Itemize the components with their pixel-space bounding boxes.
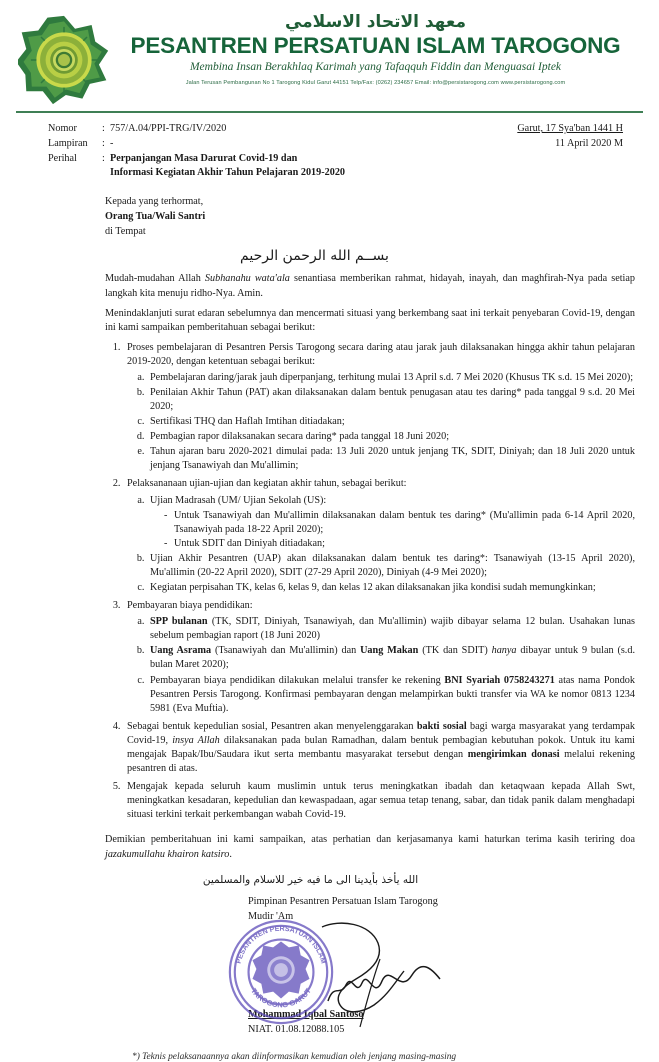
item3-sublist [127, 615, 635, 716]
numbered-list [105, 341, 635, 823]
item2-a-label: Ujian Madrasah (UM/ Ujian Sekolah (US): [150, 494, 327, 506]
opening-p1-italic: Subhanahu wata'ala [204, 273, 290, 285]
signature-block [0, 895, 659, 1038]
signatory-name: Mohammad Iqbal Santoso [248, 1009, 364, 1021]
svg-text:PESANTREN PERSATUAN ISLAM: PESANTREN PERSATUAN ISLAM [234, 924, 328, 965]
lampiran-colon: : [102, 137, 105, 149]
list-item-3 [123, 599, 635, 716]
list-item-2 [123, 477, 635, 595]
organization-tagline: Membina Insan Berakhlaq Karimah yang Tafaqquh Fiddin dan Menguasai Iptek [189, 60, 562, 73]
place-date-hijri: Garut, 17 Sya'ban 1441 H [517, 123, 623, 134]
nomor-label: Nomor [48, 123, 77, 134]
item3-c [147, 674, 635, 716]
perihal-row [48, 152, 345, 182]
item1-intro: Proses pembelajaran di Pesantren Persis Tarogong secara daring atau jarak jauh dilaksanakan hingga akhir tahun pelajaran 2019-2020, dengan ketentuan sebagai berikut: [127, 341, 635, 367]
perihal-line-2: Informasi Kegiatan Akhir Tahun Pelajaran 2019-2020 [110, 167, 346, 179]
closing-post: . [229, 848, 232, 860]
item3-b-mid-1: (Tsanawiyah dan Mu'allimin) dan [211, 645, 361, 657]
item2-b: b. Ujian Akhir Pesantren (UAP) akan dilaksanakan dalam bentuk tes daring*: Tsanawiyah (13-15 April 2020), Mu'allimin (20-22 April 2020), SDIT (27-29 April 2020), Diniyah (4-9 Mei 2020); [147, 552, 635, 580]
letterhead-text [112, 12, 643, 86]
star-emblem-icon [18, 14, 110, 106]
opening-p1-a: Mudah-mudahan Allah [105, 273, 205, 285]
svg-text:TAROGONG GARUT: TAROGONG GARUT [249, 986, 313, 1010]
item3-c-rest: atas nama Pondok Pesantren Persis Tarogong. Konfirmasi pembayaran dengan melampirkan bukti transfer via WA ke nomor 0813 1234 5981 (Eva Muftia). [150, 674, 635, 714]
item2-a-dashlist [150, 509, 635, 551]
addressee-recipient: Orang Tua/Wali Santri [105, 210, 206, 222]
item1-sublist [127, 371, 635, 474]
arabic-institution-title: معهد الاتحاد الاسلامي [284, 12, 467, 32]
item3-b-bold-2: Uang Makan [360, 645, 419, 657]
signature-position-line: Mudir 'Am [248, 910, 294, 922]
item3-c-bold: BNI Syariah 0758243271 [444, 674, 555, 686]
signatory-niat: NIAT. 01.08.12088.105 [248, 1024, 345, 1036]
nomor-value: 757/A.04/PPI-TRG/IV/2020 [110, 123, 227, 134]
item3-a [147, 615, 635, 643]
item4-italic: insya Allah [172, 734, 220, 746]
list-item-1 [123, 341, 635, 474]
lampiran-label: Lampiran [48, 137, 88, 149]
item2-sublist [127, 494, 635, 596]
item4-rest: melalui rekening pesantren di atas. [127, 748, 635, 774]
item3-a-rest: (TK, SDIT, Diniyah, Tsanawiyah, dan Mu'allimin) wajib dibayar selama 12 bulan. Usahakan lunas sebelum pembagian raport (18 Juni 2020) [150, 616, 635, 642]
organization-name: PESANTREN PERSATUAN ISLAM TAROGONG [130, 33, 621, 59]
item4-pre: Sebagai bentuk kepedulian sosial, Pesantren akan menyelenggarakan [127, 720, 417, 732]
item4-bold-2: mengirimkan donasi [467, 748, 560, 760]
closing-italic: jazakumullahu khairon katsiro [105, 848, 230, 860]
item2-a [147, 494, 635, 551]
addressee-place: di Tempat [105, 225, 146, 237]
item1-a: a. Pembelajaran daring/jarak jauh diperpanjang, terhitung mulai 13 April s.d. 7 Mei 2020 (Khusus TK s.d. 15 Mei 2020); [147, 371, 635, 385]
item4-bold-1: bakti sosial [416, 720, 467, 732]
nomor-row [48, 122, 345, 137]
item2-a-dash-2: - Untuk SDIT dan Diniyah ditiadakan; [164, 537, 635, 551]
arabic-closing-text: الله يأخذ بأيدينا الى ما فيه خير للاسلام والمسلمين [202, 873, 419, 886]
addressee-salutation: Kepada yang terhormat, [105, 196, 204, 208]
item1-c: c. Sertifikasi THQ dan Haflah Imtihan ditiadakan; [147, 415, 635, 429]
list-item-5: 5. Mengajak kepada seluruh kaum muslimin untuk terus meningkatkan ibadah dan ketaqwaan kepada Allah Swt, meningkatkan kesadaran, kepedulian dan kewaspadaan, agar semua tetap tenang, sabar, dan tidak panik dalam menghadapi situasi terkini terkait perkembangan wabah Covid-19. [123, 780, 635, 822]
item3-intro: Pembayaran biaya pendidikan: [127, 600, 253, 612]
perihal-line-1: Perpanjangan Masa Darurat Covid-19 dan [110, 152, 298, 164]
closing-paragraph [0, 826, 659, 862]
item1-e: e. Tahun ajaran baru 2020-2021 dimulai pada: 13 Juli 2020 untuk jenjang TK, SDIT, Diniyah; dan 18 Juli 2020 untuk jenjang Tsanawiyah dan Mu'allimin; [147, 445, 635, 473]
letter-meta [0, 113, 659, 181]
basmalah-text: بســم الله الرحمن الرحيم [240, 248, 389, 265]
item2-c: c. Kegiatan perpisahan TK, kelas 6, kelas 9, dan kelas 12 akan dilaksanakan jika kondisi sudah memungkinkan; [147, 581, 635, 595]
closing-pre: Demikian pemberitahuan ini kami sampaikan, atas perhatian dan kerjasamanya kami haturkan terima kasih teriring doa [105, 834, 635, 846]
letter-body [0, 272, 659, 822]
perihal-label: Perihal [48, 152, 77, 164]
contact-address-line: Jalan Terusan Pembangunan No 1 Tarogong Kidul Garut 44151 Telp/Fax: (0262) 234657 Email: info@persistarogong.com www.persistarogong.com [185, 79, 566, 86]
institution-logo [16, 12, 112, 106]
item4-mid-1: bagi warga masyarakat yang terdampak Covid-19, [127, 720, 635, 746]
opening-paragraph-2: Menindaklanjuti surat edaran sebelumnya dan mencermati situasi yang berkembang saat ini terkait penyebaran Covid-19, dengan ini kami sampaikan pemberitahuan sebagai berikut: [105, 307, 635, 333]
opening-p1-b: senantiasa memberikan rahmat, hidayah, inayah, dan maghfirah-Nya pada setiap langkah kita menuju ridho-Nya. Amin. [105, 273, 635, 299]
item3-b-italic: hanya [491, 645, 517, 657]
list-item-4 [123, 720, 635, 776]
lampiran-value: - [110, 137, 114, 149]
nomor-colon: : [102, 123, 105, 134]
opening-paragraph-1 [105, 272, 635, 300]
perihal-value [110, 152, 345, 182]
signature-institution-line: Pimpinan Pesantren Persatuan Islam Tarogong [248, 895, 438, 907]
item1-d: d. Pembagian rapor dilaksanakan secara daring* pada tanggal 18 Juni 2020; [147, 430, 635, 444]
item3-b-bold-1: Uang Asrama [150, 645, 212, 657]
item4-mid-2: dilaksanakan pada bulan Ramadhan, dalam bentuk pembagian kebutuhan pokok. Untuk itu kami mengajak Bapak/Ibu/Saudara ikut serta membantu masyarakat tersebut dengan [127, 734, 635, 760]
letter-reference-block [48, 122, 345, 181]
item3-a-bold: SPP bulanan [150, 616, 208, 628]
item3-b-rest: dibayar untuk 9 bulan (s.d. bulan Maret 2020); [150, 645, 635, 671]
letterhead [0, 0, 659, 106]
item2-a-dash-1: - Untuk Tsanawiyah dan Mu'allimin dilaksanakan dalam bentuk tes daring* (Mu'allimin pada 6-14 April 2020, Tsanawiyah pada 18-22 April 2020); [164, 509, 635, 537]
item3-b-mid-2: (TK dan SDIT) [418, 645, 492, 657]
place-date-block [517, 122, 637, 181]
item3-b [147, 644, 635, 672]
lampiran-row [48, 137, 345, 152]
date-masehi: 11 April 2020 M [555, 137, 623, 149]
item3-c-pre: Pembayaran biaya pendidikan dilakukan melalui transfer ke rekening [150, 674, 445, 686]
perihal-colon: : [102, 152, 105, 164]
footnote-text: *) Teknis pelaksanaannya akan diinformasikan kemudian oleh jenjang masing-masing [132, 1051, 457, 1062]
item1-b: b. Penilaian Akhir Tahun (PAT) akan dilaksanakan dalam bentuk penugasan atau tes daring* pada tanggal 9 s.d. 20 Mei 2020; [147, 386, 635, 414]
item2-intro: Pelaksananaan ujian-ujian dan kegiatan akhir tahun, sebagai berikut: [127, 478, 407, 490]
addressee-block [0, 181, 659, 239]
official-stamp-icon [222, 913, 340, 1031]
